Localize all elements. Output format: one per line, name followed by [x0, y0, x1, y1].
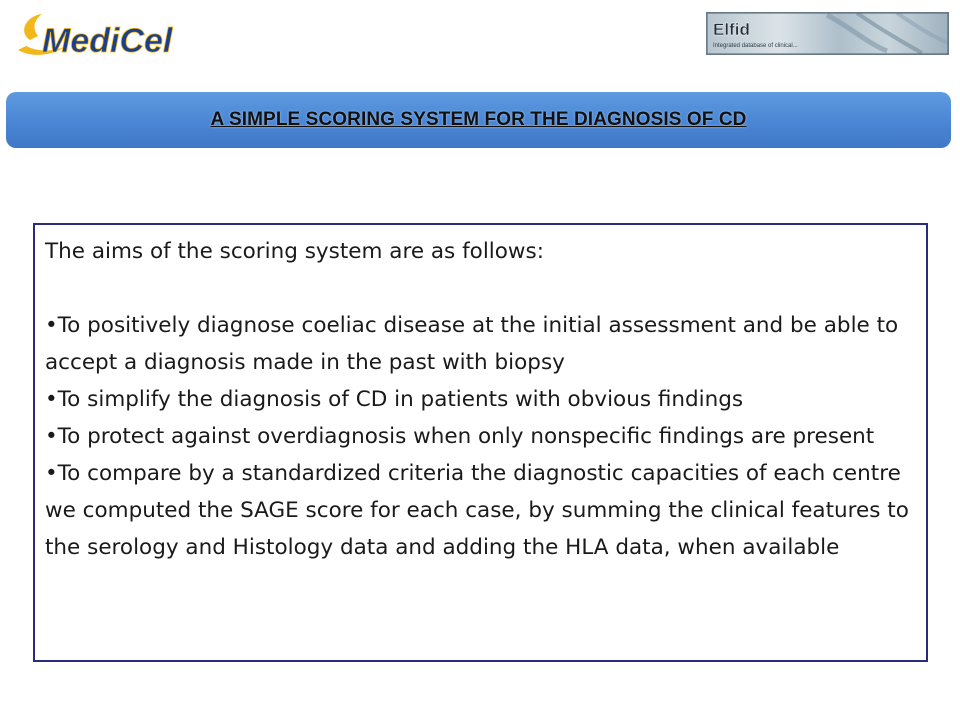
blank-line — [45, 270, 916, 307]
elfid-logo — [706, 12, 949, 55]
intro-text: The aims of the scoring system are as follows: — [45, 239, 544, 264]
slide-title: A SIMPLE SCORING SYSTEM FOR THE DIAGNOSIS OF CD — [210, 109, 747, 130]
title-bar — [6, 92, 951, 148]
medicel-logo — [8, 6, 208, 68]
logo-wordmark: MediCel — [42, 22, 173, 60]
logo-swoosh-upper — [24, 14, 42, 40]
bullet-item: •To positively diagnose coeliac disease at the initial assessment and be able to accept a diagnosis made in the past with biopsy — [45, 313, 899, 375]
elfid-wordmark: Elfid — [713, 20, 750, 39]
content-box — [33, 223, 928, 662]
bullet-item: •To protect against overdiagnosis when only nonspecific findings are present — [45, 424, 875, 449]
bullet-item: •To compare by a standardized criteria the diagnostic capacities of each centre we computed the SAGE score for each case, by summing the clinical features to the serology and Histology data and adding the HLA data, when available — [45, 461, 909, 560]
bullet-item: •To simplify the diagnosis of CD in patients with obvious findings — [45, 387, 744, 412]
elfid-subtitle: Integrated database of clinical... — [713, 43, 798, 49]
